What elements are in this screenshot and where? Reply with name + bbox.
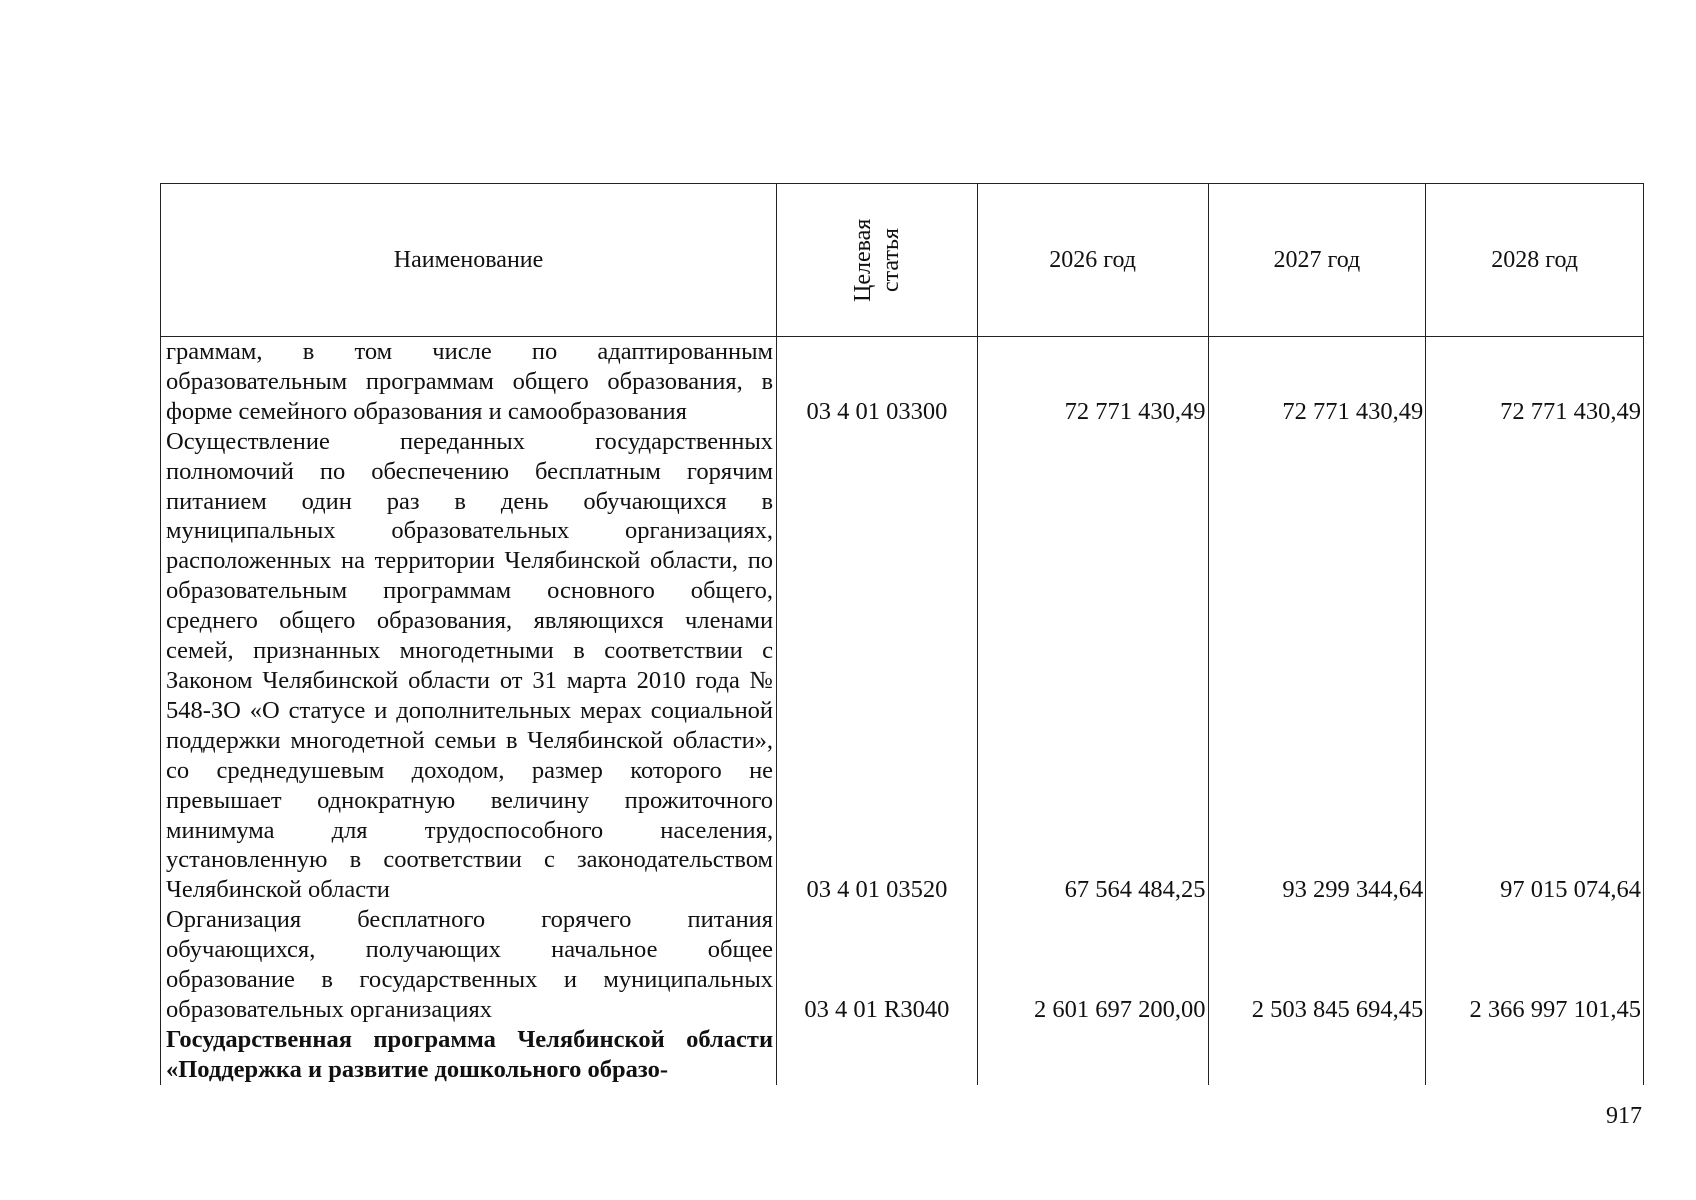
table-row bbox=[161, 1025, 1644, 1085]
header-name bbox=[161, 184, 777, 337]
row-code: 03 4 01 03520 bbox=[777, 427, 978, 906]
row-name: Организация бесплатного горячего питания обучающихся, получающих начальное общее образование в государственных и муниципальных образовательных организациях bbox=[161, 905, 777, 1025]
header-code-label: Целевая статья bbox=[849, 218, 904, 302]
row-code bbox=[777, 1025, 978, 1085]
row-value-2027: 93 299 344,64 bbox=[1208, 427, 1426, 906]
table-row bbox=[161, 427, 1644, 906]
row-name: Государственная программа Челябинской области «Поддержка и развитие дошкольного образо- bbox=[161, 1025, 777, 1085]
row-value-2027: 72 771 430,49 bbox=[1208, 337, 1426, 427]
table-row bbox=[161, 337, 1644, 427]
row-name: граммам, в том числе по адаптированным образовательным программам общего образования, в форме семейного образования и самообразования bbox=[161, 337, 777, 427]
row-value-2028 bbox=[1426, 1025, 1644, 1085]
row-value-2027 bbox=[1208, 1025, 1426, 1085]
header-2026-label: 2026 год bbox=[1049, 246, 1136, 273]
header-2028-label: 2028 год bbox=[1491, 246, 1578, 273]
row-value-2026: 72 771 430,49 bbox=[977, 337, 1208, 427]
header-2027 bbox=[1208, 184, 1426, 337]
header-name-label: Наименование bbox=[393, 246, 544, 273]
row-value-2027: 2 503 845 694,45 bbox=[1208, 905, 1426, 1025]
row-value-2026: 67 564 484,25 bbox=[977, 427, 1208, 906]
header-2027-label: 2027 год bbox=[1273, 246, 1361, 273]
row-value-2026: 2 601 697 200,00 bbox=[977, 905, 1208, 1025]
row-name: Осуществление переданных государственных полномочий по обеспечению бесплатным горячим питанием один раз в день обучающихся в муниципальных образовательных организациях, расположенных на территории Челябинской области, по образовательным программам основного общего, среднего общего образования, являющихся членами семей, признанных многодетными в соответствии с Законом Челябинской области от 31 марта 2010 года № 548-ЗО «О статусе и дополнительных мерах социальной поддержки многодетной семьи в Челябинской области», со среднедушевым доходом, размер которого не превышает однократную величину прожиточного минимума для трудоспособного населения, установленную в соответствии с законодательством Челябинской области bbox=[161, 427, 777, 906]
header-code bbox=[777, 184, 978, 337]
header-2028 bbox=[1426, 184, 1644, 337]
table-row bbox=[161, 905, 1644, 1025]
budget-table bbox=[160, 183, 1644, 1085]
row-value-2028: 97 015 074,64 bbox=[1426, 427, 1644, 906]
row-code: 03 4 01 03300 bbox=[777, 337, 978, 427]
header-2026 bbox=[977, 184, 1208, 337]
page-number: 917 bbox=[1606, 1103, 1642, 1129]
row-value-2028: 72 771 430,49 bbox=[1426, 337, 1644, 427]
table-header-row bbox=[161, 184, 1644, 337]
row-value-2028: 2 366 997 101,45 bbox=[1426, 905, 1644, 1025]
row-value-2026 bbox=[977, 1025, 1208, 1085]
row-code: 03 4 01 R3040 bbox=[777, 905, 978, 1025]
